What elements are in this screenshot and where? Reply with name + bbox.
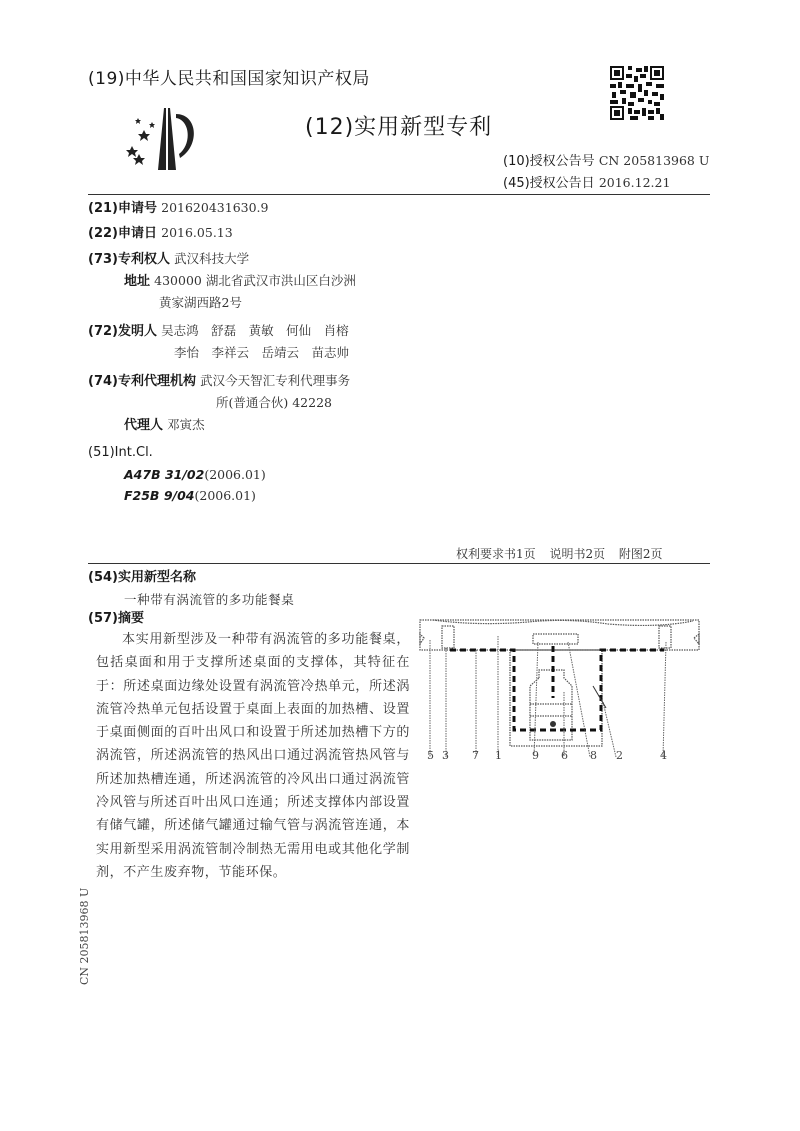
- address-line-2: 黄家湖西路2号: [159, 295, 242, 310]
- agency-row: [88, 370, 350, 393]
- publication-number-row: [503, 150, 709, 169]
- agent: 邓寅杰: [167, 417, 205, 432]
- agent-row: [124, 414, 205, 437]
- figure-label: 5: [427, 749, 434, 762]
- address-row: [124, 270, 356, 293]
- abstract-text: 本实用新型涉及一种带有涡流管的多功能餐桌，包括桌面和用于支撑所述桌面的支撑体，其特征在于：所述桌面边缘处设置有涡流管冷热单元，所述涡流管冷热单元包括设置于桌面上表面的加热槽、设置于桌面侧面的百叶出风口和设置于所述加热槽下方的涡流管，所述涡流管的热风出口通过涡流管热风管与所述加热槽连通，所述涡流管的冷风出口通过涡流管冷风管与所述百叶出风口连通；所述支撑体内部设置有储气罐，所述储气罐通过输气管与涡流管连通，本实用新型采用涡流管制冷制热无需用电或其他化学制剂，不产生废弃物，节能环保。: [96, 632, 410, 880]
- figure-label: 8: [590, 749, 597, 762]
- agency-line-1: 武汉今天智汇专利代理事务: [200, 373, 351, 388]
- ipc-version-1: (2006.01): [204, 467, 266, 482]
- inventors-row: [88, 320, 349, 343]
- ipc-row-1: [124, 464, 266, 487]
- abstract-figure: [418, 612, 720, 762]
- address-label: 地址: [124, 274, 151, 289]
- application-date-label: (22)申请日: [88, 226, 157, 241]
- agency-label: (74)专利代理机构: [88, 374, 196, 389]
- qr-code-icon: [610, 66, 664, 120]
- air-pipes: [450, 646, 664, 730]
- application-number-label: (21)申请号: [88, 201, 157, 216]
- patentee-label: (73)专利权人: [88, 252, 170, 267]
- application-number-row: [88, 197, 269, 220]
- publication-date-label: (45)授权公告日: [503, 176, 595, 191]
- leader-lines: [430, 636, 666, 757]
- publication-number: CN 205813968 U: [598, 153, 710, 168]
- patentee-row: [88, 248, 249, 271]
- heating-slot-right: [659, 626, 671, 648]
- ipc-label: (51)Int.Cl.: [88, 445, 153, 460]
- side-publication-number: CN 205813968 U: [78, 887, 91, 985]
- inventors-line-1: 吴志鸿 舒磊 黄敏 何仙 肖榕: [161, 323, 349, 338]
- abstract-label: (57)摘要: [88, 611, 144, 626]
- patent-type-title: (12)实用新型专利: [305, 115, 493, 140]
- issuing-office: (19)中华人民共和国国家知识产权局: [88, 69, 370, 89]
- patentee: 武汉科技大学: [174, 251, 250, 266]
- publication-number-label: (10)授权公告号: [503, 154, 595, 169]
- header-divider: [88, 194, 710, 195]
- figure-label: 9: [532, 749, 539, 762]
- figure-label: 4: [660, 749, 667, 762]
- figure-label: 2: [616, 749, 623, 762]
- inventors-line-2: 李怡 李祥云 岳靖云 苗志帅: [174, 345, 350, 360]
- figure-label: 3: [442, 749, 449, 762]
- sipo-logo: [124, 100, 196, 172]
- ipc-code-1: A47B 31/02: [124, 467, 205, 482]
- ipc-version-2: (2006.01): [194, 488, 256, 503]
- publication-date-row: [503, 172, 670, 191]
- inventors-label: (72)发明人: [88, 324, 157, 339]
- figure-label: 1: [495, 749, 502, 762]
- figure-label: 6: [561, 749, 568, 762]
- ipc-code-2: F25B 9/04: [124, 488, 195, 503]
- figure-label: 7: [472, 749, 479, 762]
- application-date: 2016.05.13: [161, 225, 233, 240]
- heating-slot-left: [442, 626, 454, 648]
- title-label: (54)实用新型名称: [88, 570, 196, 585]
- center-slot: [533, 634, 578, 644]
- address-line-1: 430000 湖北省武汉市洪山区白沙洲: [154, 273, 356, 288]
- ipc-row-2: [124, 485, 256, 508]
- agent-label: 代理人: [124, 418, 164, 433]
- section-divider: [88, 563, 710, 564]
- application-number: 201620431630.9: [161, 200, 269, 215]
- utility-model-title: 一种带有涡流管的多功能餐桌: [124, 592, 295, 607]
- support-body: [510, 650, 602, 746]
- page-count-info: 权利要求书1页 说明书2页 附图2页: [456, 547, 663, 561]
- table-top: [420, 620, 699, 650]
- application-date-row: [88, 222, 233, 245]
- agency-line-2: 所(普通合伙) 42228: [216, 395, 332, 410]
- publication-date: 2016.12.21: [598, 175, 671, 190]
